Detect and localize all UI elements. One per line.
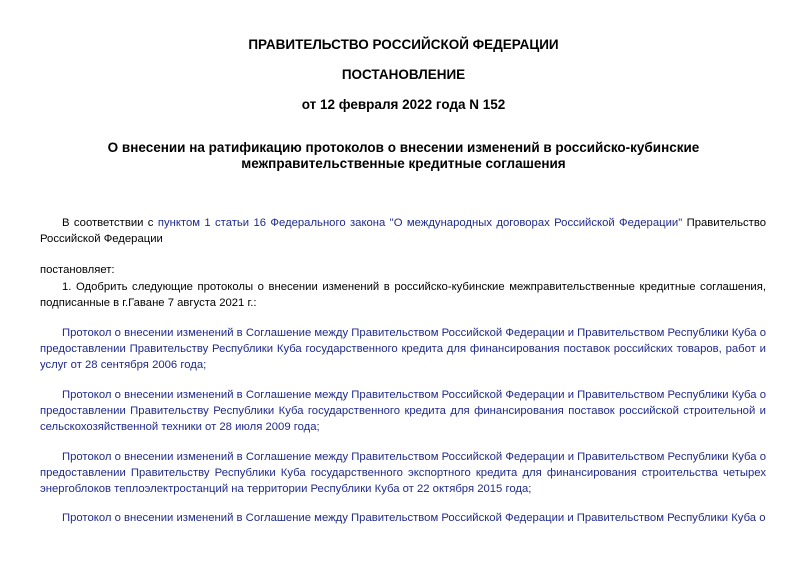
protocol-link-3[interactable]: Протокол о внесении изменений в Соглашение между Правительством Российской Федерации и Правительством Республики Куба о предоставлении Правительству Республики Куба государственного экспортного кредита для финансирования строительства четырех энергоблоков теплоэлектростанций на территории Республики Куба от 22 октября 2015 года; xyxy=(40,451,766,495)
protocol-link-4[interactable]: Протокол о внесении изменений в Соглашение между Правительством Российской Федерации и Правительством Республики Куба о xyxy=(62,512,766,524)
item-1-paragraph: 1. Одобрить следующие протоколы о внесении изменений в российско-кубинские межправительственные кредитные соглашения, подписанные в г.Гаване 7 августа 2021 г.: xyxy=(40,281,766,309)
preamble-text-end: Правительство Российской Федерации xyxy=(40,217,766,245)
preamble-text-start: В соответствии с xyxy=(62,217,158,229)
protocol-link-1[interactable]: Протокол о внесении изменений в Соглашение между Правительством Российской Федерации и Правительством Республики Куба о предоставлении Правительству Республики Куба государственного кредита для финансирования поставок российских товаров, работ и услуг от 28 сентября 2006 года; xyxy=(40,327,766,371)
document-title-line-2: межправительственные кредитные соглашения xyxy=(241,156,566,171)
document-title xyxy=(40,140,767,172)
document-date-number: от 12 февраля 2022 года N 152 xyxy=(301,97,506,112)
document-type-heading: ПОСТАНОВЛЕНИЕ xyxy=(341,67,466,82)
federal-law-link[interactable]: пунктом 1 статьи 16 Федерального закона "О международных договорах Российской Федерации" xyxy=(157,217,683,229)
preamble-paragraph xyxy=(40,215,766,247)
government-heading: ПРАВИТЕЛЬСТВО РОССИЙСКОЙ ФЕДЕРАЦИИ xyxy=(248,37,559,52)
document-title-line-1: О внесении на ратификацию протоколов о внесении изменений в российско-кубинские xyxy=(107,140,700,155)
resolves-label: постановляет: xyxy=(40,264,115,276)
protocol-link-2[interactable]: Протокол о внесении изменений в Соглашение между Правительством Российской Федерации и Правительством Республики Куба о предоставлении Правительству Республики Куба государственного кредита для финансирования поставок российской строительной и сельскохозяйственной техники от 28 июля 2009 года; xyxy=(40,389,766,433)
